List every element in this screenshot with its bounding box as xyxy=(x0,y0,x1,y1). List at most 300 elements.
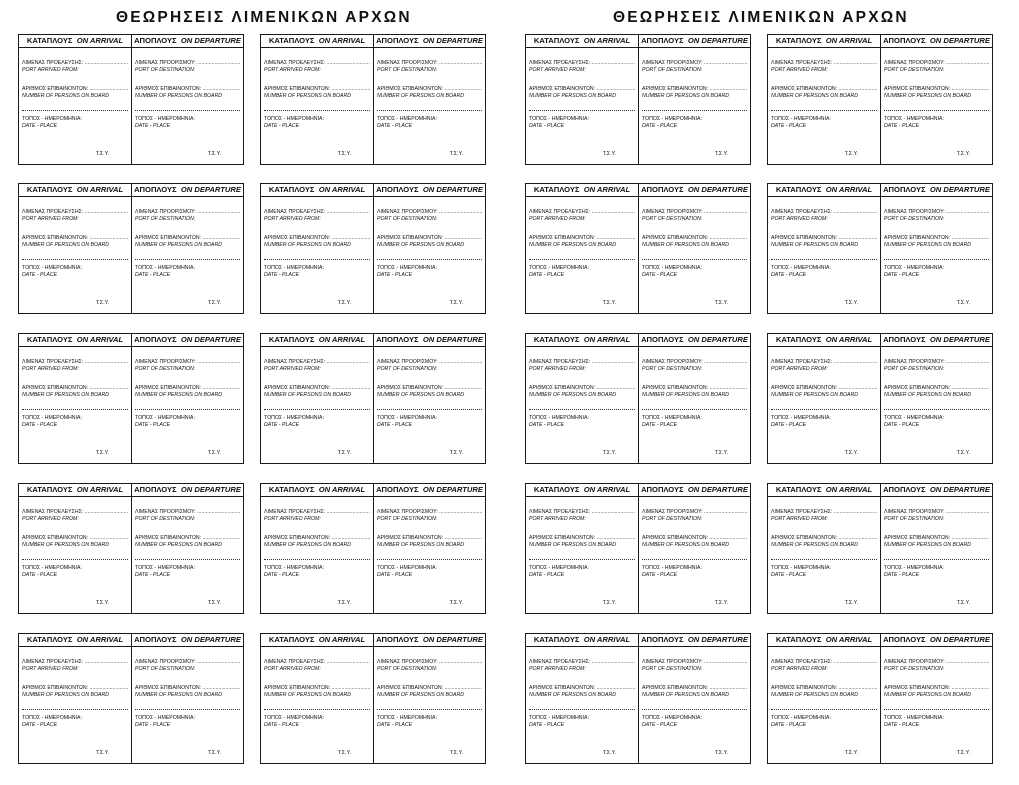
arrival-stamp-label: Τ.Σ.Υ. xyxy=(844,151,858,157)
arrival-header-en: ON ARRIVAL xyxy=(76,635,124,644)
arrival-header-gr: ΚΑΤΑΠΛΟΥΣ xyxy=(26,635,73,644)
departure-port-field[interactable] xyxy=(642,659,747,672)
arrival-place-field[interactable] xyxy=(529,565,635,578)
departure-place-label-gr: ΤΟΠΟΣ - ΗΜΕΡΟΜΗΝΙΑ: xyxy=(377,715,437,721)
arrival-port-label-en: PORT ARRIVED FROM: xyxy=(22,515,79,522)
departure-persons-field[interactable] xyxy=(135,235,240,248)
arrival-place-label-en: DATE - PLACE xyxy=(771,122,807,129)
departure-header-en: ON DEPARTURE xyxy=(180,185,241,194)
arrival-place-field[interactable] xyxy=(529,265,635,278)
departure-place-label-en: DATE - PLACE xyxy=(642,122,678,129)
departure-port-field[interactable] xyxy=(377,659,482,672)
departure-persons-field[interactable] xyxy=(642,385,747,398)
departure-port-label-en: PORT OF DESTINATION: xyxy=(135,66,196,73)
arrival-port-field[interactable] xyxy=(264,509,370,522)
arrival-header xyxy=(19,35,131,48)
departure-header-gr: ΑΠΟΠΛΟΥΣ xyxy=(641,36,684,45)
arrival-persons-field[interactable] xyxy=(529,235,635,248)
departure-place-field[interactable] xyxy=(884,415,989,428)
arrival-place-field[interactable] xyxy=(771,415,877,428)
departure-persons-field[interactable] xyxy=(135,535,240,548)
arrival-port-field[interactable] xyxy=(771,359,877,372)
arrival-place-label-en: DATE - PLACE xyxy=(771,571,807,578)
departure-header-gr: ΑΠΟΠΛΟΥΣ xyxy=(376,335,419,344)
arrival-place-field[interactable] xyxy=(771,116,877,129)
departure-header-en: ON DEPARTURE xyxy=(929,185,990,194)
arrival-persons-label-gr: ΑΡΙΘΜΟΣ ΕΠΙΒΑΙΝΟΝΤΩΝ: ..... xyxy=(771,235,877,242)
departure-persons-label-en: NUMBER OF PERSONS ON BOARD xyxy=(135,92,222,99)
departure-port-field[interactable] xyxy=(884,509,989,522)
arrival-column xyxy=(19,484,131,613)
arrival-port-label-gr: ΛΙΜΕΝΑΣ ΠΡΟΕΛΕΥΣΗΣ: ..... xyxy=(22,60,128,67)
departure-place-field[interactable] xyxy=(135,265,240,278)
arrival-stamp-label: Τ.Σ.Υ. xyxy=(844,750,858,756)
departure-place-label-gr: ΤΟΠΟΣ - ΗΜΕΡΟΜΗΝΙΑ: xyxy=(377,265,437,271)
arrival-header xyxy=(261,484,373,497)
arrival-place-field[interactable] xyxy=(22,415,128,428)
departure-place-field[interactable] xyxy=(135,565,240,578)
departure-place-field[interactable] xyxy=(135,715,240,728)
arrival-port-field[interactable] xyxy=(22,209,128,222)
dotted-divider xyxy=(135,110,240,111)
arrival-port-field[interactable] xyxy=(529,509,635,522)
dotted-divider xyxy=(22,709,128,710)
arrival-port-label-gr: ΛΙΜΕΝΑΣ ΠΡΟΕΛΕΥΣΗΣ: ..... xyxy=(529,359,635,366)
departure-place-label-gr: ΤΟΠΟΣ - ΗΜΕΡΟΜΗΝΙΑ: xyxy=(884,116,944,122)
arrival-header-en: ON ARRIVAL xyxy=(825,335,873,344)
dotted-divider xyxy=(771,709,877,710)
departure-port-label-en: PORT OF DESTINATION: xyxy=(377,215,438,222)
departure-persons-field[interactable] xyxy=(642,86,747,99)
arrival-place-label-en: DATE - PLACE xyxy=(22,571,58,578)
arrival-place-field[interactable] xyxy=(264,265,370,278)
arrival-place-label-en: DATE - PLACE xyxy=(529,122,565,129)
dotted-divider xyxy=(642,409,747,410)
departure-persons-label-gr: ΑΡΙΘΜΟΣ ΕΠΙΒΑΙΝΟΝΤΩΝ: ..... xyxy=(642,86,747,93)
departure-place-label-en: DATE - PLACE xyxy=(884,721,920,728)
departure-header-gr: ΑΠΟΠΛΟΥΣ xyxy=(883,635,926,644)
departure-persons-label-en: NUMBER OF PERSONS ON BOARD xyxy=(642,92,729,99)
departure-port-label-en: PORT OF DESTINATION: xyxy=(377,515,438,522)
dotted-divider xyxy=(22,110,128,111)
departure-header xyxy=(132,334,243,347)
dotted-divider xyxy=(135,409,240,410)
arrival-persons-field[interactable] xyxy=(529,535,635,548)
arrival-column xyxy=(261,184,373,313)
departure-header-en: ON DEPARTURE xyxy=(180,485,241,494)
arrival-port-label-gr: ΛΙΜΕΝΑΣ ΠΡΟΕΛΕΥΣΗΣ: ..... xyxy=(22,359,128,366)
arrival-persons-field[interactable] xyxy=(264,685,370,698)
departure-header xyxy=(639,334,750,347)
departure-place-field[interactable] xyxy=(642,415,747,428)
departure-header-en: ON DEPARTURE xyxy=(422,635,483,644)
departure-port-field[interactable] xyxy=(642,359,747,372)
departure-port-label-gr: ΛΙΜΕΝΑΣ ΠΡΟΟΡΙΣΜΟΥ: ..... xyxy=(884,359,989,366)
arrival-place-label-gr: ΤΟΠΟΣ - ΗΜΕΡΟΜΗΝΙΑ: xyxy=(22,715,82,721)
arrival-column xyxy=(261,35,373,164)
dotted-divider xyxy=(642,709,747,710)
arrival-port-field[interactable] xyxy=(771,509,877,522)
departure-header xyxy=(881,334,992,347)
departure-port-field[interactable] xyxy=(884,659,989,672)
departure-column xyxy=(880,334,992,463)
arrival-place-label-en: DATE - PLACE xyxy=(771,721,807,728)
departure-place-label-gr: ΤΟΠΟΣ - ΗΜΕΡΟΜΗΝΙΑ: xyxy=(642,116,702,122)
arrival-header-en: ON ARRIVAL xyxy=(76,36,124,45)
port-visa-form xyxy=(525,633,751,764)
departure-port-field[interactable] xyxy=(884,60,989,73)
departure-persons-label-gr: ΑΡΙΘΜΟΣ ΕΠΙΒΑΙΝΟΝΤΩΝ: ..... xyxy=(642,235,747,242)
departure-place-field[interactable] xyxy=(377,116,482,129)
arrival-header xyxy=(19,634,131,647)
arrival-place-label-en: DATE - PLACE xyxy=(264,271,300,278)
arrival-persons-label-en: NUMBER OF PERSONS ON BOARD xyxy=(529,691,616,698)
departure-persons-field[interactable] xyxy=(377,86,482,99)
departure-port-label-gr: ΛΙΜΕΝΑΣ ΠΡΟΟΡΙΣΜΟΥ: ..... xyxy=(135,209,240,216)
arrival-persons-label-en: NUMBER OF PERSONS ON BOARD xyxy=(264,391,351,398)
arrival-persons-field[interactable] xyxy=(22,685,128,698)
departure-port-field[interactable] xyxy=(377,359,482,372)
departure-port-label-gr: ΛΙΜΕΝΑΣ ΠΡΟΟΡΙΣΜΟΥ: ..... xyxy=(377,509,482,516)
arrival-persons-label-en: NUMBER OF PERSONS ON BOARD xyxy=(264,541,351,548)
departure-header xyxy=(132,184,243,197)
departure-column xyxy=(131,634,243,763)
departure-persons-field[interactable] xyxy=(377,385,482,398)
port-visa-form xyxy=(18,333,244,464)
departure-persons-field[interactable] xyxy=(377,235,482,248)
arrival-place-field[interactable] xyxy=(22,116,128,129)
dotted-divider xyxy=(642,110,747,111)
arrival-place-field[interactable] xyxy=(264,116,370,129)
departure-header-en: ON DEPARTURE xyxy=(687,185,748,194)
departure-port-label-en: PORT OF DESTINATION: xyxy=(884,66,945,73)
departure-stamp-label: Τ.Σ.Υ. xyxy=(956,600,970,606)
arrival-place-label-en: DATE - PLACE xyxy=(771,421,807,428)
arrival-persons-label-gr: ΑΡΙΘΜΟΣ ΕΠΙΒΑΙΝΟΝΤΩΝ: ..... xyxy=(264,685,370,692)
departure-persons-label-gr: ΑΡΙΘΜΟΣ ΕΠΙΒΑΙΝΟΝΤΩΝ: ..... xyxy=(884,235,989,242)
arrival-port-field[interactable] xyxy=(771,659,877,672)
departure-place-field[interactable] xyxy=(377,265,482,278)
arrival-place-field[interactable] xyxy=(771,265,877,278)
arrival-persons-label-gr: ΑΡΙΘΜΟΣ ΕΠΙΒΑΙΝΟΝΤΩΝ: ..... xyxy=(22,385,128,392)
arrival-header-en: ON ARRIVAL xyxy=(583,185,631,194)
departure-persons-field[interactable] xyxy=(642,685,747,698)
arrival-persons-label-en: NUMBER OF PERSONS ON BOARD xyxy=(22,691,109,698)
arrival-persons-field[interactable] xyxy=(264,235,370,248)
arrival-header xyxy=(768,334,880,347)
departure-place-field[interactable] xyxy=(884,565,989,578)
arrival-place-label-gr: ΤΟΠΟΣ - ΗΜΕΡΟΜΗΝΙΑ: xyxy=(264,415,324,421)
arrival-place-field[interactable] xyxy=(264,565,370,578)
arrival-port-field[interactable] xyxy=(264,359,370,372)
departure-place-label-gr: ΤΟΠΟΣ - ΗΜΕΡΟΜΗΝΙΑ: xyxy=(642,715,702,721)
arrival-place-field[interactable] xyxy=(529,715,635,728)
arrival-header-en: ON ARRIVAL xyxy=(583,335,631,344)
departure-persons-label-en: NUMBER OF PERSONS ON BOARD xyxy=(884,241,971,248)
arrival-port-field[interactable] xyxy=(264,209,370,222)
port-visa-form xyxy=(767,333,993,464)
arrival-header-en: ON ARRIVAL xyxy=(76,185,124,194)
arrival-port-field[interactable] xyxy=(529,209,635,222)
departure-persons-field[interactable] xyxy=(884,235,989,248)
departure-place-label-en: DATE - PLACE xyxy=(135,571,171,578)
departure-port-field[interactable] xyxy=(884,359,989,372)
arrival-persons-field[interactable] xyxy=(771,86,877,99)
arrival-port-label-en: PORT ARRIVED FROM: xyxy=(22,66,79,73)
departure-persons-field[interactable] xyxy=(642,235,747,248)
departure-place-label-en: DATE - PLACE xyxy=(377,122,413,129)
arrival-persons-field[interactable] xyxy=(22,86,128,99)
departure-place-label-gr: ΤΟΠΟΣ - ΗΜΕΡΟΜΗΝΙΑ: xyxy=(135,715,195,721)
departure-place-field[interactable] xyxy=(884,116,989,129)
departure-column xyxy=(880,484,992,613)
departure-place-field[interactable] xyxy=(135,116,240,129)
arrival-header xyxy=(261,35,373,48)
departure-header xyxy=(374,35,485,48)
arrival-port-label-gr: ΛΙΜΕΝΑΣ ΠΡΟΕΛΕΥΣΗΣ: ..... xyxy=(771,659,877,666)
arrival-place-label-en: DATE - PLACE xyxy=(529,421,565,428)
departure-header xyxy=(132,634,243,647)
departure-place-label-en: DATE - PLACE xyxy=(377,421,413,428)
departure-persons-label-en: NUMBER OF PERSONS ON BOARD xyxy=(884,691,971,698)
arrival-place-label-gr: ΤΟΠΟΣ - ΗΜΕΡΟΜΗΝΙΑ: xyxy=(22,565,82,571)
arrival-port-field[interactable] xyxy=(22,359,128,372)
arrival-stamp-label: Τ.Σ.Υ. xyxy=(844,300,858,306)
departure-place-field[interactable] xyxy=(642,565,747,578)
departure-persons-label-en: NUMBER OF PERSONS ON BOARD xyxy=(884,391,971,398)
departure-persons-field[interactable] xyxy=(884,86,989,99)
arrival-column xyxy=(768,484,880,613)
departure-column xyxy=(638,184,750,313)
departure-place-field[interactable] xyxy=(884,265,989,278)
arrival-port-field[interactable] xyxy=(22,509,128,522)
arrival-port-field[interactable] xyxy=(771,60,877,73)
departure-port-label-gr: ΛΙΜΕΝΑΣ ΠΡΟΟΡΙΣΜΟΥ: ..... xyxy=(377,359,482,366)
departure-port-field[interactable] xyxy=(135,509,240,522)
departure-place-label-gr: ΤΟΠΟΣ - ΗΜΕΡΟΜΗΝΙΑ: xyxy=(377,565,437,571)
departure-place-label-gr: ΤΟΠΟΣ - ΗΜΕΡΟΜΗΝΙΑ: xyxy=(642,565,702,571)
arrival-place-field[interactable] xyxy=(264,415,370,428)
arrival-persons-field[interactable] xyxy=(771,235,877,248)
departure-port-label-en: PORT OF DESTINATION: xyxy=(642,515,703,522)
dotted-divider xyxy=(529,709,635,710)
arrival-port-label-en: PORT ARRIVED FROM: xyxy=(264,365,321,372)
departure-stamp-label: Τ.Σ.Υ. xyxy=(714,450,728,456)
arrival-port-field[interactable] xyxy=(771,209,877,222)
arrival-column xyxy=(526,484,638,613)
departure-persons-label-gr: ΑΡΙΘΜΟΣ ΕΠΙΒΑΙΝΟΝΤΩΝ: ..... xyxy=(135,385,240,392)
departure-stamp-label: Τ.Σ.Υ. xyxy=(449,600,463,606)
arrival-place-field[interactable] xyxy=(771,715,877,728)
departure-persons-label-gr: ΑΡΙΘΜΟΣ ΕΠΙΒΑΙΝΟΝΤΩΝ: ..... xyxy=(884,685,989,692)
departure-port-label-en: PORT OF DESTINATION: xyxy=(377,66,438,73)
arrival-persons-field[interactable] xyxy=(264,86,370,99)
arrival-place-field[interactable] xyxy=(771,565,877,578)
arrival-persons-field[interactable] xyxy=(771,535,877,548)
arrival-port-label-gr: ΛΙΜΕΝΑΣ ΠΡΟΕΛΕΥΣΗΣ: ..... xyxy=(771,359,877,366)
departure-port-field[interactable] xyxy=(642,209,747,222)
departure-port-label-gr: ΛΙΜΕΝΑΣ ΠΡΟΟΡΙΣΜΟΥ: ..... xyxy=(642,509,747,516)
departure-port-field[interactable] xyxy=(642,509,747,522)
dotted-divider xyxy=(264,409,370,410)
departure-persons-label-en: NUMBER OF PERSONS ON BOARD xyxy=(642,391,729,398)
departure-stamp-label: Τ.Σ.Υ. xyxy=(207,600,221,606)
arrival-place-field[interactable] xyxy=(22,565,128,578)
departure-persons-field[interactable] xyxy=(135,685,240,698)
arrival-port-field[interactable] xyxy=(529,60,635,73)
departure-persons-label-en: NUMBER OF PERSONS ON BOARD xyxy=(884,92,971,99)
arrival-stamp-label: Τ.Σ.Υ. xyxy=(95,750,109,756)
arrival-place-field[interactable] xyxy=(529,415,635,428)
arrival-place-field[interactable] xyxy=(22,265,128,278)
departure-stamp-label: Τ.Σ.Υ. xyxy=(207,300,221,306)
arrival-stamp-label: Τ.Σ.Υ. xyxy=(337,600,351,606)
departure-place-field[interactable] xyxy=(884,715,989,728)
arrival-persons-label-en: NUMBER OF PERSONS ON BOARD xyxy=(264,92,351,99)
departure-port-field[interactable] xyxy=(884,209,989,222)
arrival-place-label-gr: ΤΟΠΟΣ - ΗΜΕΡΟΜΗΝΙΑ: xyxy=(264,265,324,271)
arrival-place-label-en: DATE - PLACE xyxy=(22,271,58,278)
departure-port-field[interactable] xyxy=(135,60,240,73)
departure-port-field[interactable] xyxy=(377,509,482,522)
arrival-header-en: ON ARRIVAL xyxy=(825,635,873,644)
departure-port-field[interactable] xyxy=(135,359,240,372)
departure-port-field[interactable] xyxy=(377,209,482,222)
arrival-persons-field[interactable] xyxy=(771,685,877,698)
arrival-port-label-gr: ΛΙΜΕΝΑΣ ΠΡΟΕΛΕΥΣΗΣ: ..... xyxy=(529,60,635,67)
arrival-stamp-label: Τ.Σ.Υ. xyxy=(602,450,616,456)
departure-place-field[interactable] xyxy=(377,565,482,578)
arrival-persons-field[interactable] xyxy=(264,385,370,398)
departure-persons-field[interactable] xyxy=(135,86,240,99)
departure-persons-field[interactable] xyxy=(884,385,989,398)
departure-port-label-en: PORT OF DESTINATION: xyxy=(884,665,945,672)
arrival-port-label-gr: ΛΙΜΕΝΑΣ ΠΡΟΕΛΕΥΣΗΣ: ..... xyxy=(22,209,128,216)
arrival-port-label-gr: ΛΙΜΕΝΑΣ ΠΡΟΕΛΕΥΣΗΣ: ..... xyxy=(529,509,635,516)
arrival-column xyxy=(261,334,373,463)
dotted-divider xyxy=(642,259,747,260)
arrival-place-field[interactable] xyxy=(529,116,635,129)
departure-persons-field[interactable] xyxy=(377,535,482,548)
departure-port-field[interactable] xyxy=(377,60,482,73)
departure-persons-field[interactable] xyxy=(884,685,989,698)
departure-persons-label-gr: ΑΡΙΘΜΟΣ ΕΠΙΒΑΙΝΟΝΤΩΝ: ..... xyxy=(884,535,989,542)
arrival-port-label-en: PORT ARRIVED FROM: xyxy=(22,365,79,372)
arrival-place-label-gr: ΤΟΠΟΣ - ΗΜΕΡΟΜΗΝΙΑ: xyxy=(22,265,82,271)
arrival-port-field[interactable] xyxy=(264,659,370,672)
arrival-persons-label-en: NUMBER OF PERSONS ON BOARD xyxy=(771,691,858,698)
departure-place-field[interactable] xyxy=(642,715,747,728)
arrival-persons-field[interactable] xyxy=(22,235,128,248)
arrival-persons-field[interactable] xyxy=(529,685,635,698)
arrival-port-field[interactable] xyxy=(529,359,635,372)
arrival-port-field[interactable] xyxy=(22,60,128,73)
departure-stamp-label: Τ.Σ.Υ. xyxy=(956,151,970,157)
arrival-stamp-label: Τ.Σ.Υ. xyxy=(337,151,351,157)
departure-port-field[interactable] xyxy=(135,209,240,222)
departure-port-label-en: PORT OF DESTINATION: xyxy=(642,665,703,672)
departure-place-label-gr: ΤΟΠΟΣ - ΗΜΕΡΟΜΗΝΙΑ: xyxy=(377,116,437,122)
departure-place-label-gr: ΤΟΠΟΣ - ΗΜΕΡΟΜΗΝΙΑ: xyxy=(135,116,195,122)
arrival-place-field[interactable] xyxy=(22,715,128,728)
departure-place-label-gr: ΤΟΠΟΣ - ΗΜΕΡΟΜΗΝΙΑ: xyxy=(642,415,702,421)
departure-header-gr: ΑΠΟΠΛΟΥΣ xyxy=(376,185,419,194)
arrival-place-label-en: DATE - PLACE xyxy=(264,122,300,129)
arrival-persons-field[interactable] xyxy=(22,385,128,398)
port-visa-form xyxy=(767,183,993,314)
departure-port-label-en: PORT OF DESTINATION: xyxy=(135,215,196,222)
dotted-divider xyxy=(377,110,482,111)
departure-header xyxy=(374,484,485,497)
departure-port-field[interactable] xyxy=(642,60,747,73)
departure-persons-label-en: NUMBER OF PERSONS ON BOARD xyxy=(135,541,222,548)
port-visa-form xyxy=(18,483,244,614)
arrival-persons-field[interactable] xyxy=(529,86,635,99)
departure-persons-field[interactable] xyxy=(135,385,240,398)
departure-place-label-en: DATE - PLACE xyxy=(135,421,171,428)
arrival-port-field[interactable] xyxy=(264,60,370,73)
departure-persons-label-en: NUMBER OF PERSONS ON BOARD xyxy=(377,391,464,398)
departure-place-field[interactable] xyxy=(135,415,240,428)
departure-persons-label-gr: ΑΡΙΘΜΟΣ ΕΠΙΒΑΙΝΟΝΤΩΝ: ..... xyxy=(642,385,747,392)
arrival-header xyxy=(768,35,880,48)
departure-header-en: ON DEPARTURE xyxy=(687,36,748,45)
departure-stamp-label: Τ.Σ.Υ. xyxy=(714,151,728,157)
arrival-port-label-gr: ΛΙΜΕΝΑΣ ΠΡΟΕΛΕΥΣΗΣ: ..... xyxy=(529,659,635,666)
departure-place-field[interactable] xyxy=(642,116,747,129)
arrival-persons-label-en: NUMBER OF PERSONS ON BOARD xyxy=(771,241,858,248)
arrival-port-label-en: PORT ARRIVED FROM: xyxy=(529,215,586,222)
dotted-divider xyxy=(22,259,128,260)
arrival-place-field[interactable] xyxy=(264,715,370,728)
departure-persons-field[interactable] xyxy=(884,535,989,548)
arrival-header-gr: ΚΑΤΑΠΛΟΥΣ xyxy=(775,185,822,194)
arrival-port-label-gr: ΛΙΜΕΝΑΣ ΠΡΟΕΛΕΥΣΗΣ: ..... xyxy=(771,209,877,216)
departure-header-en: ON DEPARTURE xyxy=(180,335,241,344)
departure-persons-label-gr: ΑΡΙΘΜΟΣ ΕΠΙΒΑΙΝΟΝΤΩΝ: ..... xyxy=(377,235,482,242)
arrival-stamp-label: Τ.Σ.Υ. xyxy=(95,300,109,306)
departure-place-label-en: DATE - PLACE xyxy=(884,571,920,578)
arrival-port-label-en: PORT ARRIVED FROM: xyxy=(771,66,828,73)
departure-header-en: ON DEPARTURE xyxy=(422,185,483,194)
departure-port-label-gr: ΛΙΜΕΝΑΣ ΠΡΟΟΡΙΣΜΟΥ: ..... xyxy=(884,209,989,216)
arrival-persons-field[interactable] xyxy=(22,535,128,548)
arrival-persons-field[interactable] xyxy=(771,385,877,398)
departure-place-field[interactable] xyxy=(377,415,482,428)
departure-persons-field[interactable] xyxy=(377,685,482,698)
departure-place-label-en: DATE - PLACE xyxy=(884,122,920,129)
departure-stamp-label: Τ.Σ.Υ. xyxy=(714,600,728,606)
dotted-divider xyxy=(22,409,128,410)
departure-header xyxy=(881,484,992,497)
departure-persons-field[interactable] xyxy=(642,535,747,548)
departure-place-field[interactable] xyxy=(377,715,482,728)
arrival-persons-field[interactable] xyxy=(529,385,635,398)
departure-column xyxy=(638,334,750,463)
arrival-persons-label-gr: ΑΡΙΘΜΟΣ ΕΠΙΒΑΙΝΟΝΤΩΝ: ..... xyxy=(22,235,128,242)
arrival-persons-label-en: NUMBER OF PERSONS ON BOARD xyxy=(529,241,616,248)
port-visa-form xyxy=(260,333,486,464)
departure-header-gr: ΑΠΟΠΛΟΥΣ xyxy=(641,635,684,644)
departure-place-field[interactable] xyxy=(642,265,747,278)
arrival-port-field[interactable] xyxy=(529,659,635,672)
departure-place-label-gr: ΤΟΠΟΣ - ΗΜΕΡΟΜΗΝΙΑ: xyxy=(884,715,944,721)
departure-port-field[interactable] xyxy=(135,659,240,672)
arrival-header-gr: ΚΑΤΑΠΛΟΥΣ xyxy=(775,335,822,344)
arrival-place-label-gr: ΤΟΠΟΣ - ΗΜΕΡΟΜΗΝΙΑ: xyxy=(529,116,589,122)
arrival-port-field[interactable] xyxy=(22,659,128,672)
arrival-persons-field[interactable] xyxy=(264,535,370,548)
